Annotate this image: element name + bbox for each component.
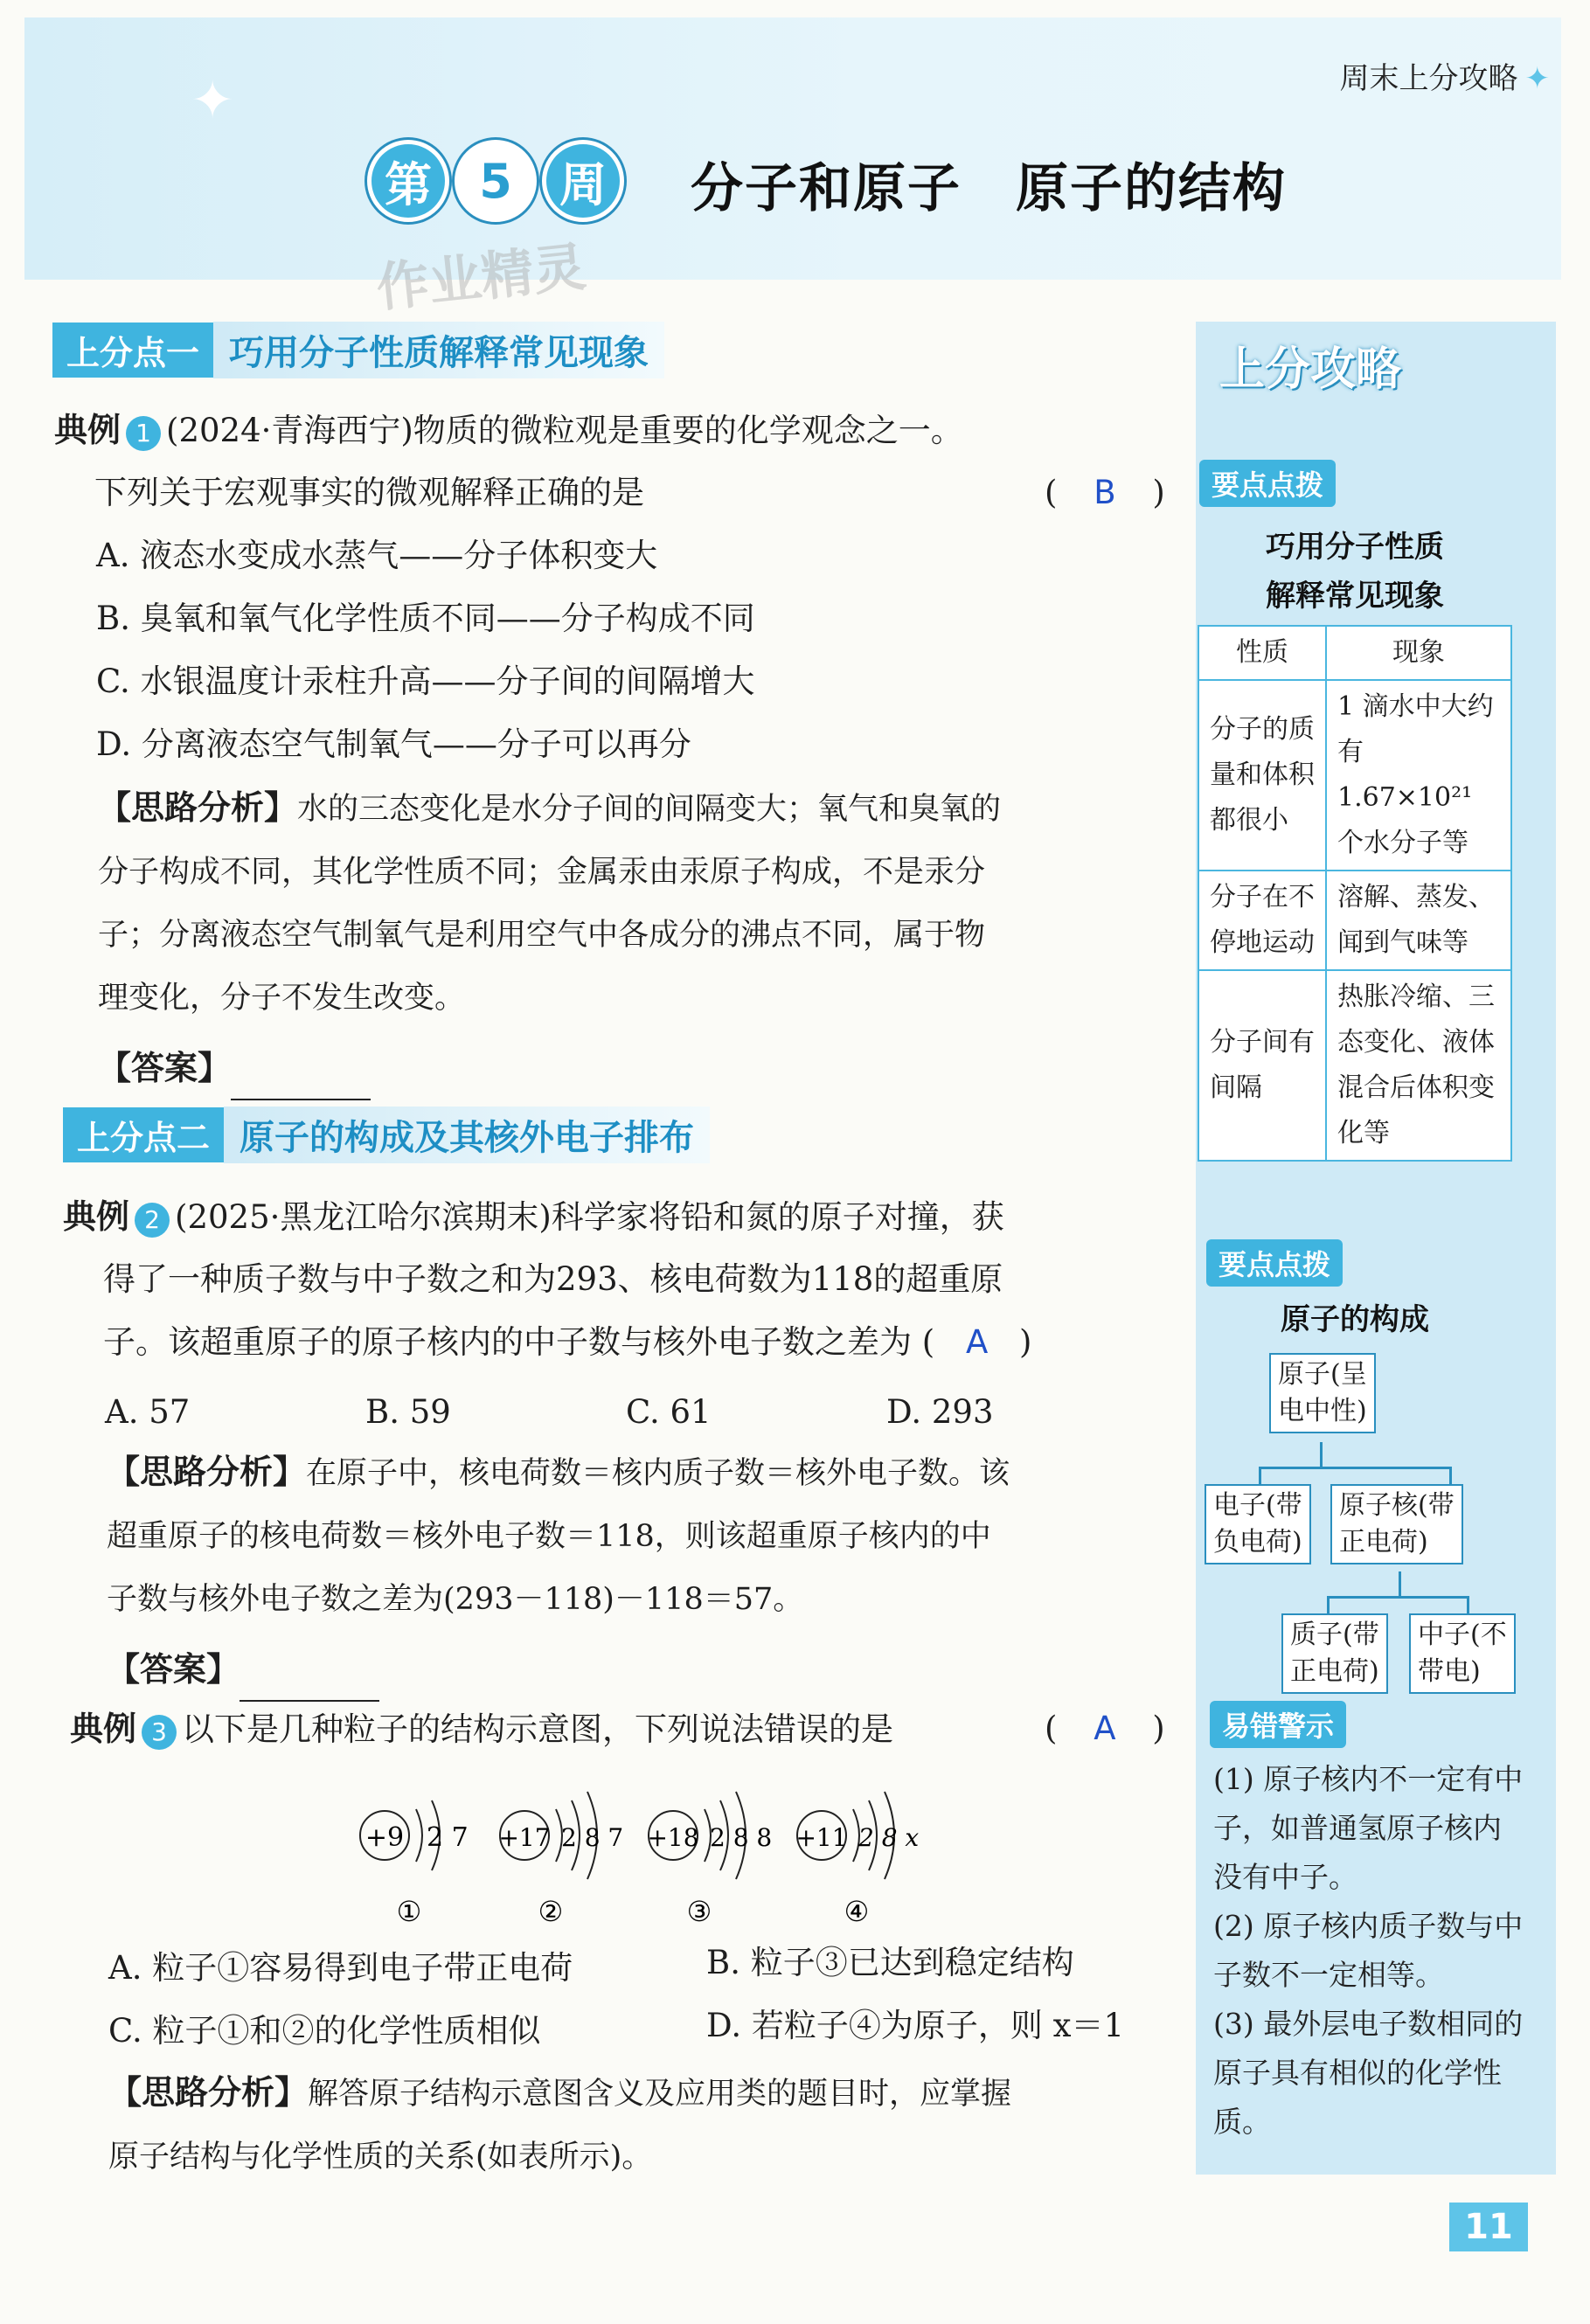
- table-row: 分子的质量和体积都很小 1 滴水中大约有 1.67×10²¹ 个水分子等: [1198, 680, 1511, 871]
- page-number: 11: [1449, 2203, 1528, 2251]
- tip-item: (1) 原子核内不一定有中子，如普通氢原子核内没有中子。: [1213, 1762, 1524, 1894]
- week-number: 5: [455, 140, 537, 222]
- svg-text:③: ③: [686, 1895, 712, 1928]
- tree-connector: [1449, 1467, 1452, 1484]
- svg-text:+17: +17: [498, 1823, 551, 1852]
- week-badge: [367, 140, 629, 222]
- particle-2: [498, 1792, 623, 1928]
- example-1-line-1: 典例 1 (2024·青海西宁)物质的微粒观是重要的化学观念之一。: [54, 411, 963, 449]
- tree-connector: [1259, 1467, 1261, 1484]
- particle-3: [647, 1792, 772, 1928]
- option-a: A. 粒子①容易得到电子带正电荷: [108, 1949, 573, 1987]
- tree-node-atom: 原子(呈 电中性): [1269, 1353, 1376, 1433]
- example-2-analysis: 【思路分析】在原子中，核电荷数＝核内质子数＝核外电子数。该 超重原子的核电荷数＝核外电子数＝118，则该超重原子核内的中 子数与核外电子数之差为(293－118)－118＝57。: [107, 1453, 1010, 1617]
- error-tips: [1213, 1755, 1528, 2147]
- option-d: D. 分离液态空气制氧气——分子可以再分: [96, 725, 691, 763]
- tip-item: (2) 原子核内质子数与中子数不一定相等。: [1213, 1909, 1524, 1992]
- tree-connector: [1327, 1596, 1468, 1599]
- page-title: 分子和原子 原子的结构: [691, 158, 1287, 219]
- svg-text:2 7: 2 7: [427, 1822, 469, 1853]
- example-2-answer-line: 【答案】: [107, 1638, 379, 1702]
- tree-node-proton: 质子(带 正电荷): [1281, 1613, 1388, 1694]
- analysis-label: 【思路分析】: [98, 788, 298, 827]
- sidebar-tag-3: 易错警示: [1210, 1701, 1346, 1748]
- svg-text:①: ①: [396, 1895, 422, 1928]
- tree-connector: [1320, 1442, 1323, 1468]
- svg-text:2 8 8: 2 8 8: [710, 1823, 773, 1852]
- sparkle-icon: ✦: [191, 70, 235, 131]
- tree-node-electron: 电子(带 负电荷): [1205, 1484, 1311, 1564]
- week-prefix: 第: [367, 140, 449, 222]
- point-title: 巧用分子性质解释常见现象: [213, 322, 664, 378]
- table-row: 分子在不停地运动 溶解、蒸发、闻到气味等: [1198, 871, 1511, 970]
- molecule-properties-table: [1198, 625, 1512, 1162]
- sidebar-tag-1: 要点点拨: [1199, 460, 1336, 507]
- example-3-answer-bracket: ( A ): [1045, 1710, 1165, 1747]
- example-1-answer-bracket: ( B ): [1045, 474, 1165, 511]
- example-label: 典例: [54, 411, 122, 449]
- option-b: B. 粒子③已达到稳定结构: [706, 1944, 1074, 1981]
- sidebar-title-1: 巧用分子性质 解释常见现象: [1266, 530, 1444, 614]
- tree-connector: [1259, 1467, 1451, 1469]
- header-right-label: 周末上分攻略 ✦: [1339, 61, 1550, 96]
- point-title: 原子的构成及其核外电子排布: [224, 1107, 710, 1163]
- option-b: B. 臭氧和氧气化学性质不同——分子构成不同: [96, 600, 755, 637]
- particle-diagrams: [332, 1774, 962, 1932]
- example-3-analysis: 【思路分析】解答原子结构示意图含义及应用类的题目时，应掌握 原子结构与化学性质的关系(如表所示)。: [108, 2073, 1012, 2175]
- tree-connector: [1467, 1596, 1469, 1613]
- answer-blank: [231, 1069, 371, 1100]
- option-d: D. 若粒子④为原子，则 x＝1: [706, 2007, 1125, 2044]
- table-header-row: [1198, 626, 1511, 680]
- option-c: C. 61: [626, 1393, 712, 1431]
- option-c: C. 水银温度计汞柱升高——分子间的间隔增大: [96, 663, 755, 700]
- example-3-line-1: 典例 3 以下是几种粒子的结构示意图，下列说法错误的是: [70, 1710, 894, 1748]
- point-two-heading: [63, 1107, 710, 1163]
- svg-text:②: ②: [538, 1895, 564, 1928]
- option-a: A. 液态水变成水蒸气——分子体积变大: [96, 537, 658, 574]
- example-1-analysis: 【思路分析】水的三态变化是水分子间的间隔变大；氧气和臭氧的 分子构成不同，其化学性质不同；金属汞由汞原子构成，不是汞分 子；分离液态空气制氧气是利用空气中各成分的沸点不同，属于物 理变化，分子不发生改变。: [98, 788, 1002, 1016]
- table-header: 性质: [1198, 626, 1326, 680]
- option-d: D. 293: [886, 1393, 994, 1431]
- example-2-line-1: 典例 2 (2025·黑龙江哈尔滨期末)科学家将铅和氮的原子对撞，获: [63, 1197, 1004, 1236]
- point-one-heading: [52, 322, 664, 378]
- answer-value: B: [1094, 474, 1116, 511]
- sidebar-logo: 上分攻略: [1219, 343, 1402, 396]
- week-suffix: 周: [542, 140, 624, 222]
- table-row: 分子间有间隔 热胀冷缩、三态变化、液体混合后体积变化等: [1198, 970, 1511, 1161]
- sidebar-tag-2: 要点点拨: [1206, 1239, 1343, 1287]
- point-tag: 上分点二: [63, 1107, 224, 1162]
- example-1-answer-line: 【答案】: [98, 1037, 371, 1100]
- particle-1: [360, 1800, 469, 1928]
- tree-node-neutron: 中子(不 带电): [1409, 1613, 1516, 1694]
- example-2-line-3: 子。该超重原子的原子核内的中子数与核外电子数之差为 ( A ): [103, 1323, 1032, 1361]
- svg-text:④: ④: [844, 1895, 870, 1928]
- svg-text:+18: +18: [647, 1823, 699, 1852]
- example-number: 1: [126, 416, 161, 451]
- option-b: B. 59: [365, 1393, 451, 1431]
- sidebar-title-2: 原子的构成: [1281, 1302, 1429, 1337]
- star-icon: ✦: [1524, 61, 1550, 96]
- point-tag: 上分点一: [52, 323, 213, 378]
- table-header: 现象: [1326, 626, 1511, 680]
- svg-text:2 8 x: 2 8 x: [858, 1823, 920, 1852]
- tree-connector: [1399, 1571, 1401, 1598]
- particle-4: [795, 1792, 919, 1928]
- example-1-line-2: 下列关于宏观事实的微观解释正确的是: [94, 474, 644, 511]
- svg-text:+9: +9: [365, 1822, 405, 1853]
- example-2-line-2: 得了一种质子数与中子数之和为293、核电荷数为118的超重原: [103, 1260, 1003, 1298]
- tree-connector: [1327, 1596, 1330, 1613]
- option-c: C. 粒子①和②的化学性质相似: [108, 2012, 541, 2050]
- tip-item: (3) 最外层电子数相同的原子具有相似的化学性质。: [1213, 2007, 1524, 2139]
- watermark: 作业精灵: [373, 236, 589, 320]
- svg-text:2 8 7: 2 8 7: [561, 1823, 624, 1852]
- tree-node-nucleus: 原子核(带 正电荷): [1330, 1484, 1463, 1564]
- option-a: A. 57: [105, 1393, 191, 1431]
- svg-text:+11: +11: [795, 1823, 848, 1852]
